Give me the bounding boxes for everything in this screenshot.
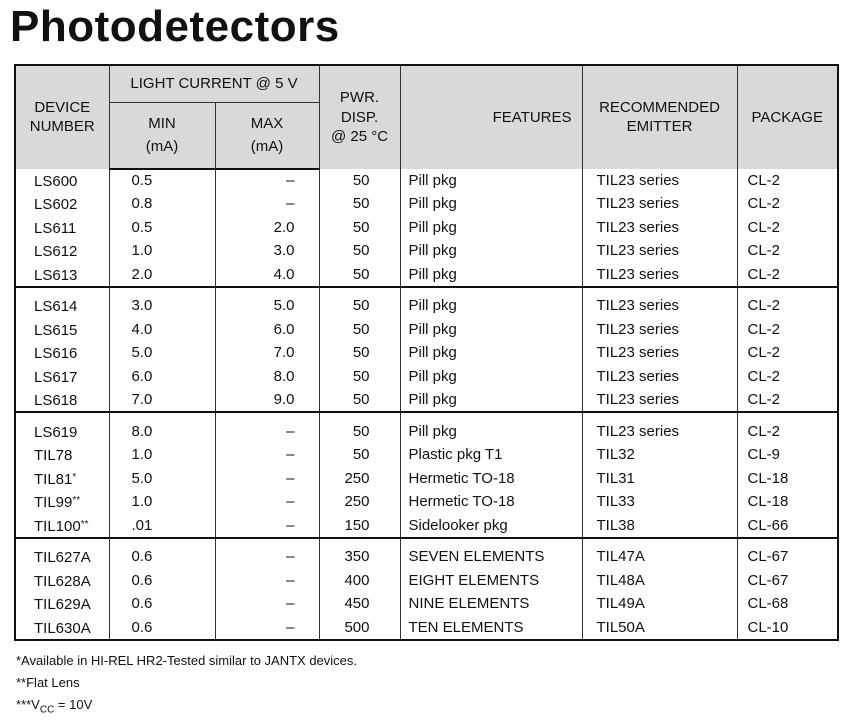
power-dissipation-cell: 50 bbox=[319, 317, 400, 340]
table-row bbox=[15, 443, 838, 466]
device-number-cell: TIL629A bbox=[34, 596, 91, 614]
device-number-cell: TIL100** bbox=[34, 517, 89, 535]
max-current-cell: – bbox=[215, 412, 319, 443]
max-current-cell: 8.0 bbox=[215, 364, 319, 387]
power-dissipation-cell: 50 bbox=[319, 341, 400, 364]
emitter-cell: TIL23 series bbox=[582, 341, 737, 364]
emitter-cell: TIL23 series bbox=[582, 317, 737, 340]
feature-cell: Pill pkg bbox=[400, 169, 582, 192]
table-row bbox=[15, 341, 838, 364]
feature-cell: Hermetic TO-18 bbox=[400, 490, 582, 513]
package-cell: CL-2 bbox=[737, 215, 838, 238]
package-cell: CL-2 bbox=[737, 192, 838, 215]
min-current-cell: 4.0 bbox=[109, 317, 215, 340]
max-current-cell: 3.0 bbox=[215, 239, 319, 262]
device-number-cell: LS617 bbox=[34, 368, 78, 386]
device-number-cell: LS615 bbox=[34, 321, 78, 339]
footnote-marker: * bbox=[72, 471, 77, 483]
max-current-cell: – bbox=[215, 192, 319, 215]
table-row bbox=[15, 490, 838, 513]
device-number-cell: LS619 bbox=[15, 412, 109, 443]
device-number-cell: LS602 bbox=[34, 196, 78, 214]
min-current-cell: 8.0 bbox=[109, 412, 215, 443]
power-dissipation-cell: 50 bbox=[319, 239, 400, 262]
device-number-cell: LS611 bbox=[34, 219, 77, 237]
emitter-cell: TIL49A bbox=[582, 592, 737, 615]
device-number-cell: TIL628A bbox=[34, 572, 91, 590]
max-current-cell: – bbox=[215, 615, 319, 640]
emitter-cell: TIL23 series bbox=[582, 192, 737, 215]
min-current-cell: 7.0 bbox=[109, 388, 215, 412]
device-number-header: DEVICE NUMBER bbox=[15, 65, 109, 169]
power-dissipation-cell: 250 bbox=[319, 490, 400, 513]
max-current-cell: 5.0 bbox=[215, 287, 319, 318]
table-row bbox=[15, 215, 838, 238]
emitter-cell: TIL23 series bbox=[582, 169, 737, 192]
table-row bbox=[15, 538, 838, 569]
table-row bbox=[15, 287, 838, 318]
device-number-cell: LS600 bbox=[34, 172, 78, 190]
emitter-cell: TIL23 series bbox=[582, 364, 737, 387]
device-number-cell: TIL99** bbox=[34, 494, 81, 512]
emitter-cell: TIL33 bbox=[582, 490, 737, 513]
max-current-cell: – bbox=[215, 490, 319, 513]
power-dissipation-cell: 50 bbox=[319, 443, 400, 466]
recommended-emitter-header: RECOMMENDED EMITTER bbox=[582, 65, 737, 169]
package-cell: CL-2 bbox=[737, 364, 838, 387]
device-number-cell: TIL81* bbox=[34, 470, 77, 488]
device-number-cell: LS613 bbox=[34, 266, 78, 284]
power-dissipation-cell: 450 bbox=[319, 592, 400, 615]
feature-cell: Pill pkg bbox=[400, 215, 582, 238]
feature-cell: EIGHT ELEMENTS bbox=[400, 568, 582, 591]
min-current-header: MIN (mA) bbox=[109, 103, 215, 169]
feature-cell: SEVEN ELEMENTS bbox=[400, 538, 582, 569]
max-current-cell: – bbox=[215, 538, 319, 569]
device-number-cell: TIL78 bbox=[34, 447, 73, 465]
power-dissipation-cell: 500 bbox=[319, 615, 400, 640]
table-row bbox=[15, 592, 838, 615]
emitter-cell: TIL32 bbox=[582, 443, 737, 466]
feature-cell: Pill pkg bbox=[400, 262, 582, 286]
footnote-vcc: $***V_{CC} = 10V$ bbox=[16, 697, 93, 716]
package-cell: CL-2 bbox=[737, 262, 838, 286]
footnote-flat-lens: **Flat Lens bbox=[16, 675, 80, 690]
package-cell: CL-10 bbox=[737, 615, 838, 640]
feature-cell: Pill pkg bbox=[400, 388, 582, 412]
footnote-hi-rel: *Available in HI-REL HR2-Tested similar to JANTX devices. bbox=[16, 653, 358, 668]
power-dissipation-cell: 50 bbox=[319, 215, 400, 238]
package-cell: CL-2 bbox=[737, 412, 838, 443]
table-row bbox=[15, 192, 838, 215]
max-current-cell: – bbox=[215, 169, 319, 192]
power-dissipation-cell: 50 bbox=[319, 287, 400, 318]
table-header bbox=[15, 65, 838, 169]
max-current-cell: – bbox=[215, 466, 319, 489]
device-number-cell: TIL630A bbox=[34, 619, 91, 637]
table-row bbox=[15, 169, 838, 192]
features-header: FEATURES bbox=[400, 65, 582, 169]
package-cell: CL-18 bbox=[737, 490, 838, 513]
max-current-header: MAX (mA) bbox=[215, 103, 319, 169]
max-current-cell: 6.0 bbox=[215, 317, 319, 340]
min-current-cell: 0.6 bbox=[109, 615, 215, 640]
light-current-header: LIGHT CURRENT @ 5 V bbox=[109, 65, 319, 103]
table-row bbox=[15, 262, 838, 286]
package-cell: CL-67 bbox=[737, 568, 838, 591]
power-dissipation-cell: 50 bbox=[319, 388, 400, 412]
feature-cell: Pill pkg bbox=[400, 412, 582, 443]
power-dissipation-cell: 50 bbox=[319, 169, 400, 192]
min-current-cell: 5.0 bbox=[109, 341, 215, 364]
feature-cell: Pill pkg bbox=[400, 317, 582, 340]
max-current-cell: – bbox=[215, 443, 319, 466]
max-current-cell: – bbox=[215, 513, 319, 537]
min-current-cell: .01 bbox=[109, 513, 215, 537]
package-cell: CL-2 bbox=[737, 287, 838, 318]
min-current-cell: 0.6 bbox=[109, 592, 215, 615]
table-row bbox=[15, 568, 838, 591]
min-current-cell: 2.0 bbox=[109, 262, 215, 286]
emitter-cell: TIL23 series bbox=[582, 215, 737, 238]
device-number-cell: LS618 bbox=[34, 392, 78, 410]
power-dissipation-cell: 150 bbox=[319, 513, 400, 537]
feature-cell: Pill pkg bbox=[400, 192, 582, 215]
emitter-cell: TIL23 series bbox=[582, 239, 737, 262]
page-title: Photodetectors bbox=[10, 2, 340, 51]
feature-cell: Pill pkg bbox=[400, 239, 582, 262]
min-current-cell: 6.0 bbox=[109, 364, 215, 387]
power-dissipation-cell: 400 bbox=[319, 568, 400, 591]
max-current-cell: – bbox=[215, 568, 319, 591]
emitter-cell: TIL23 series bbox=[582, 388, 737, 412]
package-cell: CL-18 bbox=[737, 466, 838, 489]
power-dissipation-cell: 250 bbox=[319, 466, 400, 489]
package-header: PACKAGE bbox=[737, 65, 838, 169]
footnote-marker: ** bbox=[80, 518, 89, 530]
emitter-cell: TIL47A bbox=[582, 538, 737, 569]
min-current-cell: 1.0 bbox=[109, 443, 215, 466]
max-current-cell: 2.0 bbox=[215, 215, 319, 238]
power-dissipation-cell: 50 bbox=[319, 262, 400, 286]
table-row bbox=[15, 317, 838, 340]
package-cell: CL-2 bbox=[737, 388, 838, 412]
package-cell: CL-2 bbox=[737, 317, 838, 340]
table-row bbox=[15, 615, 838, 640]
power-dissipation-header: PWR. DISP. @ 25 °C bbox=[319, 65, 400, 169]
max-current-cell: – bbox=[215, 592, 319, 615]
emitter-cell: TIL38 bbox=[582, 513, 737, 537]
table-row bbox=[15, 364, 838, 387]
min-current-cell: 0.5 bbox=[109, 169, 215, 192]
package-cell: CL-2 bbox=[737, 239, 838, 262]
max-current-cell: 7.0 bbox=[215, 341, 319, 364]
package-cell: CL-2 bbox=[737, 169, 838, 192]
table-body bbox=[15, 169, 838, 641]
photodetector-table bbox=[14, 64, 839, 641]
emitter-cell: TIL31 bbox=[582, 466, 737, 489]
feature-cell: Pill pkg bbox=[400, 364, 582, 387]
min-current-cell: 1.0 bbox=[109, 490, 215, 513]
power-dissipation-cell: 50 bbox=[319, 412, 400, 443]
min-current-cell: 0.8 bbox=[109, 192, 215, 215]
package-cell: CL-9 bbox=[737, 443, 838, 466]
min-current-cell: 5.0 bbox=[109, 466, 215, 489]
max-current-cell: 4.0 bbox=[215, 262, 319, 286]
min-current-cell: 1.0 bbox=[109, 239, 215, 262]
power-dissipation-cell: 50 bbox=[319, 364, 400, 387]
power-dissipation-cell: 50 bbox=[319, 192, 400, 215]
max-current-cell: 9.0 bbox=[215, 388, 319, 412]
feature-cell: Hermetic TO-18 bbox=[400, 466, 582, 489]
device-number-cell: LS612 bbox=[34, 243, 78, 261]
feature-cell: NINE ELEMENTS bbox=[400, 592, 582, 615]
footnote-marker: ** bbox=[72, 495, 81, 507]
table-row bbox=[15, 513, 838, 537]
feature-cell: Pill pkg bbox=[400, 341, 582, 364]
device-number-cell: LS616 bbox=[34, 345, 78, 363]
emitter-cell: TIL50A bbox=[582, 615, 737, 640]
min-current-cell: 0.5 bbox=[109, 215, 215, 238]
device-number-cell: TIL627A bbox=[15, 538, 109, 569]
feature-cell: Pill pkg bbox=[400, 287, 582, 318]
emitter-cell: TIL23 series bbox=[582, 412, 737, 443]
power-dissipation-cell: 350 bbox=[319, 538, 400, 569]
emitter-cell: TIL23 series bbox=[582, 287, 737, 318]
device-number-cell: LS614 bbox=[15, 287, 109, 318]
feature-cell: Plastic pkg T1 bbox=[400, 443, 582, 466]
min-current-cell: 3.0 bbox=[109, 287, 215, 318]
table-row bbox=[15, 466, 838, 489]
min-current-cell: 0.6 bbox=[109, 538, 215, 569]
feature-cell: Sidelooker pkg bbox=[400, 513, 582, 537]
table-row bbox=[15, 239, 838, 262]
table-row bbox=[15, 412, 838, 443]
footnotes bbox=[16, 650, 357, 722]
package-cell: CL-66 bbox=[737, 513, 838, 537]
feature-cell: TEN ELEMENTS bbox=[400, 615, 582, 640]
min-current-cell: 0.6 bbox=[109, 568, 215, 591]
package-cell: CL-67 bbox=[737, 538, 838, 569]
emitter-cell: TIL48A bbox=[582, 568, 737, 591]
table-row bbox=[15, 388, 838, 412]
package-cell: CL-2 bbox=[737, 341, 838, 364]
package-cell: CL-68 bbox=[737, 592, 838, 615]
emitter-cell: TIL23 series bbox=[582, 262, 737, 286]
